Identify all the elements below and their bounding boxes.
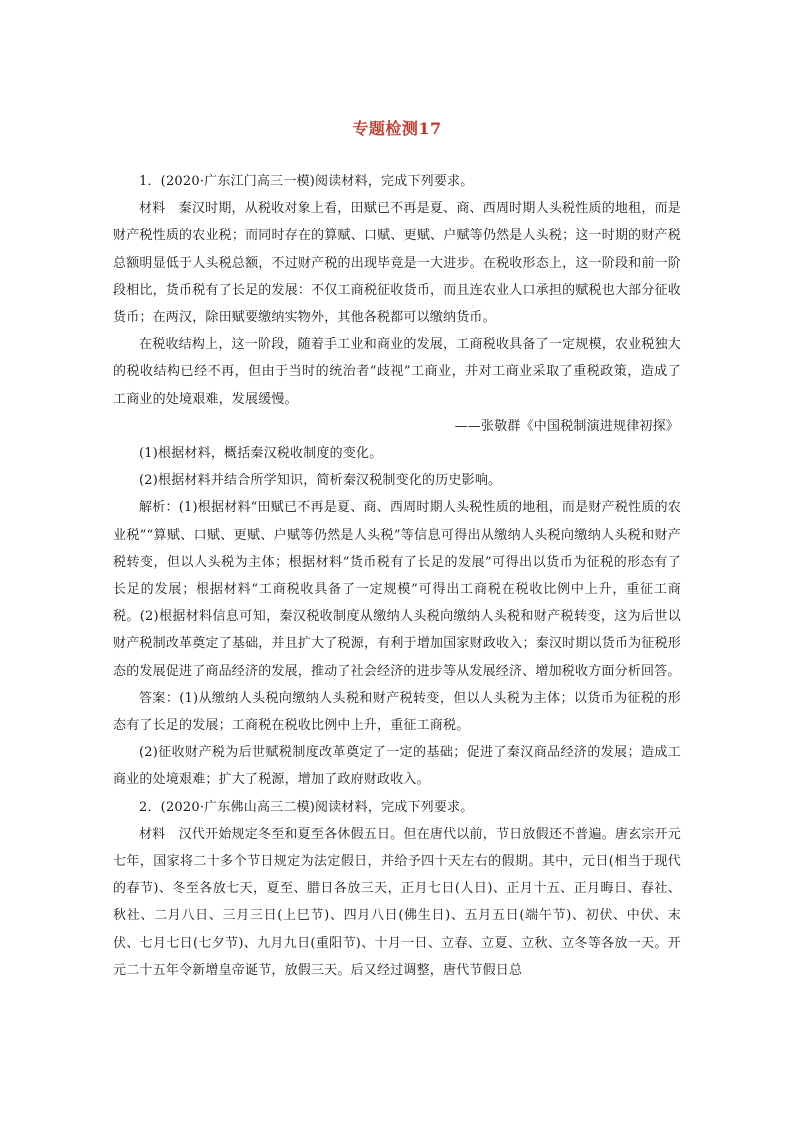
material-paragraph: 材料 汉代开始规定冬至和夏至各休假五日。但在唐代以前，节日放假还不普遍。唐玄宗开元七年，国家将二十多个节日规定为法定假日，并给予四十天左右的假期。其中，元日(相当于现代的春节)、冬至各放七天，夏至、腊日各放三天，正月七日(人日)、正月十五、正月晦日、春社、秋社、二月八日、三月三日(上巳节)、四月八日(佛生日)、五月五日(端午节)、初伏、中伏、末伏、七月七日(七夕节)、九月九日(重阳节)、十月一日、立春、立夏、立秋、立冬等各放一天。开元二十五年令新增皇帝诞节，放假三天。后又经过调整，唐代节假日总: [113, 826, 681, 978]
sub-question: (2)根据材料并结合所学知识，简析秦汉税制变化的历史影响。: [139, 473, 502, 489]
document-body: [113, 168, 681, 984]
answer-paragraph: (2)征收财产税为后世赋税制度改革奠定了一定的基础；促进了秦汉商品经济的发展；造成工商业的处境艰难；扩大了税源，增加了政府财政收入。: [113, 745, 681, 788]
material-paragraph: 在税收结构上，这一阶段，随着手工业和商业的发展，工商税收具备了一定规模，农业税独大的税收结构已经不再，但由于当时的统治者“歧视”工商业，并对工商业采取了重税政策，造成了工商业的处境艰难，发展缓慢。: [113, 337, 681, 407]
analysis-paragraph: 解析：(1)根据材料“田赋已不再是夏、商、西周时期人头税性质的地租，而是财产税性质的农业税”“算赋、口赋、更赋、户赋等仍然是人头税”等信息可得出从缴纳人头税向缴纳人头税和财产税转变，但以人头税为主体；根据材料“货币税有了长足的发展”可得出以货币为征税的形态有了长足的发展；根据材料“工商税收具备了一定规模”可得出工商税在税收比例中上升，重征工商税。(2)根据材料信息可知，秦汉税收制度从缴纳人头税向缴纳人头税和财产税转变，这为后世以财产税制改革奠定了基础，并且扩大了税源，有利于增加国家财政收入；秦汉时期以货币为征税形态的发展促进了商品经济的发展，推动了社会经济的进步等从发展经济、增加税收方面分析回答。: [113, 500, 681, 679]
question-2-heading: 2．(2020·广东佛山高三二模)阅读材料，完成下列要求。: [139, 799, 474, 815]
answer-paragraph: 答案：(1)从缴纳人头税向缴纳人头税和财产税转变，但以人头税为主体；以货币为征税的形态有了长足的发展；工商税在税收比例中上升，重征工商税。: [113, 690, 681, 734]
question-1-heading: 1．(2020·广东江门高三一模)阅读材料，完成下列要求。: [139, 174, 474, 189]
source-citation: ——张敬群《中国税制演进规律初探》: [454, 418, 679, 434]
material-paragraph: 材料 秦汉时期，从税收对象上看，田赋已不再是夏、商、西周时期人头税性质的地租，而是财产税性质的农业税；而同时存在的算赋、口赋、更赋、户赋等仍然是人头税；这一时期的财产税总额明显低于人头税总额，不过财产税的出现毕竟是一大进步。在税收形态上，这一阶段和前一阶段相比，货币税有了长足的发展：不仅工商税征收货币，而且连农业人口承担的赋税也大部分征收货币；在两汉，除田赋要缴纳实物外，其他各税都可以缴纳货币。: [113, 201, 681, 326]
sub-question: (1)根据材料，概括秦汉税收制度的变化。: [139, 446, 383, 462]
page-title: 专题检测17: [352, 119, 442, 138]
